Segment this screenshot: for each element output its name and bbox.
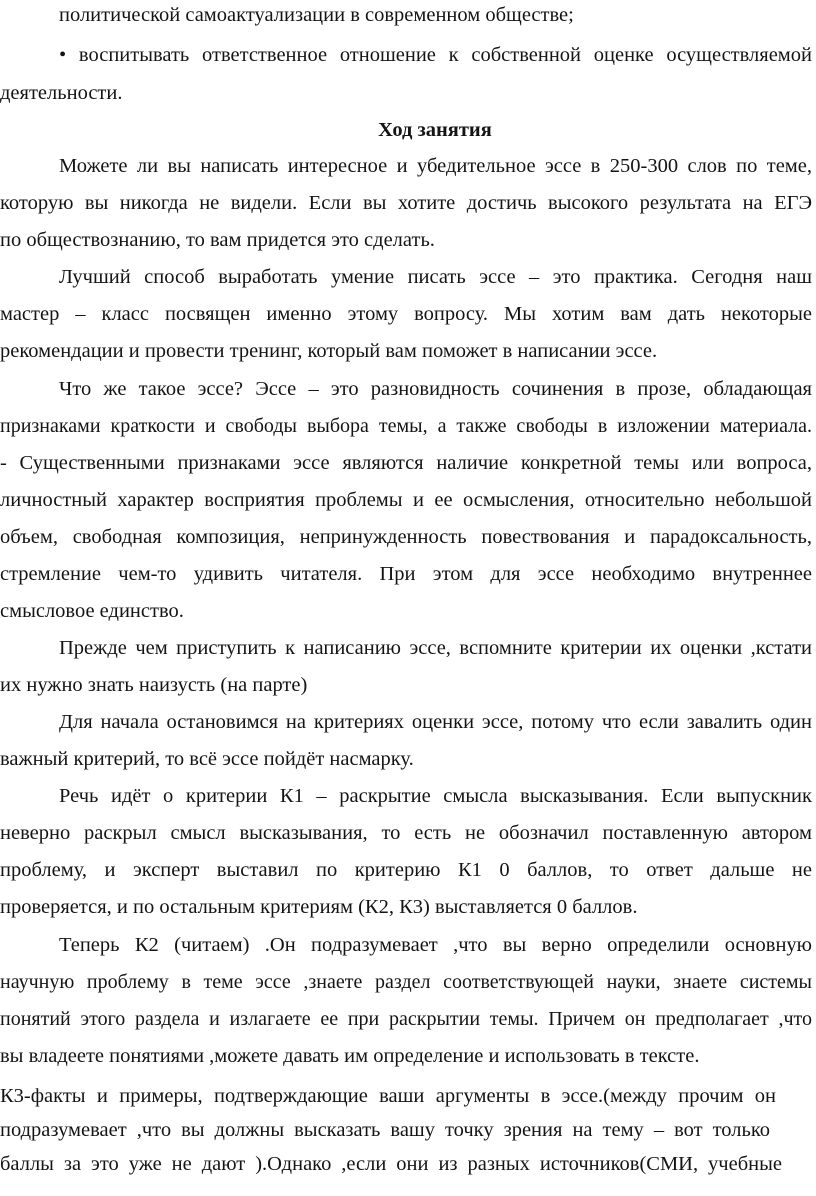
- text-line: К3-факты и примеры, подтверждающие ваши аргументы в эссе.(между прочим он: [0, 1085, 776, 1107]
- text-line: понятий этого раздела и излагаете ее при раскрытии темы. Причем он предполагает ,что: [0, 1008, 812, 1030]
- text-line: вы владеете понятиями ,можете давать им определение и использовать в тексте.: [0, 1045, 700, 1067]
- text-line: признаками краткости и свободы выбора темы, а также свободы в изложении материала.: [0, 415, 812, 437]
- text-line: стремление чем-то удивить читателя. При этом для эссе необходимо внутреннее: [0, 563, 812, 585]
- text-line: Что же такое эссе? Эссе – это разновидность сочинения в прозе, обладающая: [59, 378, 812, 400]
- section-heading: Ход занятия: [378, 119, 492, 141]
- text-line: подразумевает ,что вы должны высказать вашу точку зрения на тему – вот только: [0, 1119, 770, 1141]
- text-line: смысловое единство.: [0, 600, 184, 622]
- text-line: важный критерий, то всё эссе пойдёт насмарку.: [0, 748, 414, 770]
- text-line: которую вы никогда не видели. Если вы хотите достичь высокого результата на ЕГЭ: [0, 192, 812, 214]
- text-line: баллы за это уже не дают ).Однако ,если они из разных источников(СМИ, учебные: [0, 1153, 782, 1175]
- text-line: деятельности.: [0, 82, 123, 104]
- text-line: политической самоактуализации в современном обществе;: [59, 4, 574, 26]
- text-line: научную проблему в теме эссе ,знаете раздел соответствующей науки, знаете системы: [0, 971, 812, 993]
- text-line: проблему, и эксперт выставил по критерию К1 0 баллов, то ответ дальше не: [0, 859, 812, 881]
- text-line: по обществознанию, то вам придется это сделать.: [0, 229, 435, 251]
- text-line: Можете ли вы написать интересное и убедительное эссе в 250-300 слов по теме,: [59, 155, 812, 177]
- bullet-line: • воспитывать ответственное отношение к собственной оценке осуществляемой: [59, 44, 812, 66]
- text-line: объем, свободная композиция, непринужденность повествования и парадоксальность,: [0, 526, 812, 548]
- text-line: Для начала остановимся на критериях оценки эссе, потому что если завалить один: [59, 711, 812, 733]
- text-line: их нужно знать наизусть (на парте): [0, 674, 308, 696]
- text-line: Теперь К2 (читаем) .Он подразумевает ,что вы верно определили основную: [59, 934, 812, 956]
- text-line: неверно раскрыл смысл высказывания, то есть не обозначил поставленную автором: [0, 822, 812, 844]
- text-line: личностный характер восприятия проблемы и ее осмысления, относительно небольшой: [0, 489, 812, 511]
- text-line: Прежде чем приступить к написанию эссе, вспомните критерии их оценки ,кстати: [59, 637, 812, 659]
- text-line: рекомендации и провести тренинг, который вам поможет в написании эссе.: [0, 340, 658, 362]
- text-line: Лучший способ выработать умение писать эссе – это практика. Сегодня наш: [59, 266, 812, 288]
- text-line: мастер – класс посвящен именно этому вопросу. Мы хотим вам дать некоторые: [0, 303, 812, 325]
- text-line: Речь идёт о критерии К1 – раскрытие смысла высказывания. Если выпускник: [59, 785, 812, 807]
- text-line: - Существенными признаками эссе являются наличие конкретной темы или вопроса,: [0, 452, 812, 474]
- text-line: проверяется, и по остальным критериям (К2, К3) выставляется 0 баллов.: [0, 896, 638, 918]
